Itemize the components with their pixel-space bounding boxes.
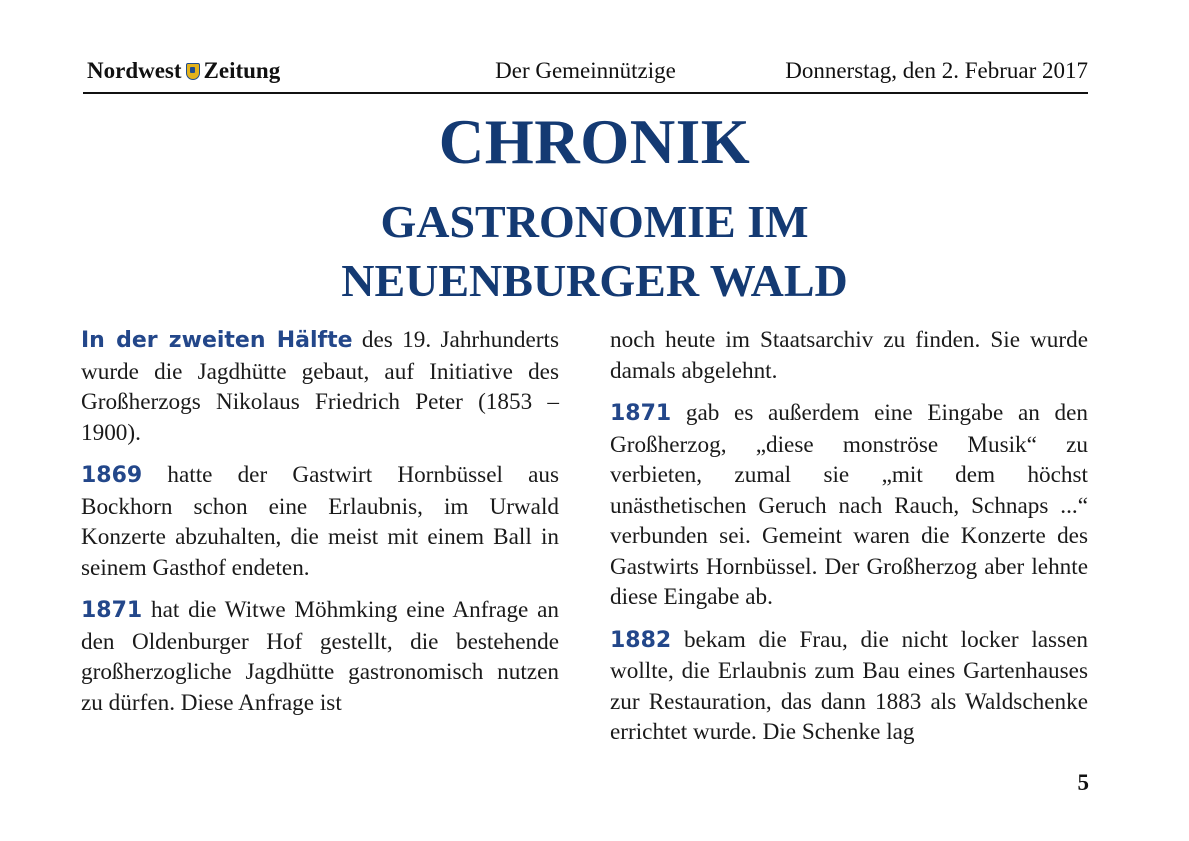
issue-date: Donnerstag, den 2. Februar 2017 xyxy=(785,58,1088,83)
section-name: Der Gemeinnützige xyxy=(495,58,676,83)
subtitle-line-2: NEUENBURGER WALD xyxy=(341,255,848,306)
paragraph xyxy=(610,325,1088,386)
page-subtitle xyxy=(0,192,1189,310)
paragraph-text: hatte der Gastwirt Hornbüssel aus Bockhorn schon eine Erlaubnis, im Urwald Konzerte abzuhalten, die meist mit einem Ball in seinem Gasthof endeten. xyxy=(81,462,559,581)
paragraph-lead: 1871 xyxy=(81,598,143,623)
paragraph-text: hat die Witwe Möhmking eine Anfrage an den Oldenburger Hof gestellt, die bestehende großherzogliche Jagdhütte gastronomisch nutzen zu dürfen. Diese Anfrage ist xyxy=(81,597,559,716)
page-number: 5 xyxy=(1077,770,1089,795)
paragraph-text: des 19. Jahrhunderts wurde die Jagdhütte gebaut, auf Initiative des Großherzogs Nikolaus Friedrich Peter (1853 – 1900). xyxy=(81,327,559,446)
paragraph xyxy=(610,398,1088,613)
paragraph xyxy=(81,595,559,718)
subtitle-line-1: GASTRONOMIE IM xyxy=(380,196,809,247)
paragraph xyxy=(81,325,559,448)
paragraph-lead: 1871 xyxy=(610,401,672,426)
text-column-left xyxy=(81,325,559,730)
paragraph xyxy=(610,625,1088,748)
page-header xyxy=(83,58,1088,94)
paragraph-text: gab es außerdem eine Eingabe an den Großherzog, „diese monströse Musik“ zu verbieten, zumal sie „mit dem höchst unästhetischen Geruch nach Rauch, Schnaps ...“ verbunden sei. Gemeint waren die Konzerte des Gastwirts Hornbüssel. Der Großherzog aber lehnte diese Eingabe ab. xyxy=(610,400,1088,610)
masthead-right: Zeitung xyxy=(203,58,281,83)
paragraph-text: noch heute im Staatsarchiv zu finden. Sie wurde damals abgelehnt. xyxy=(610,327,1088,384)
paragraph-lead: In der zweiten Hälfte xyxy=(81,328,353,353)
paragraph xyxy=(81,460,559,583)
page-title: CHRONIK xyxy=(438,107,751,177)
paragraph-lead: 1869 xyxy=(81,463,143,488)
masthead-left: Nordwest xyxy=(87,58,182,83)
paragraph-lead: 1882 xyxy=(610,627,672,653)
paragraph-text: bekam die Frau, die nicht locker lassen wollte, die Erlaubnis zum Bau eines Gartenhauses zur Restauration, das dann 1883 als Waldschenke errichtet wurde. Die Schenke lag xyxy=(610,626,1088,745)
text-column-right xyxy=(610,325,1088,760)
